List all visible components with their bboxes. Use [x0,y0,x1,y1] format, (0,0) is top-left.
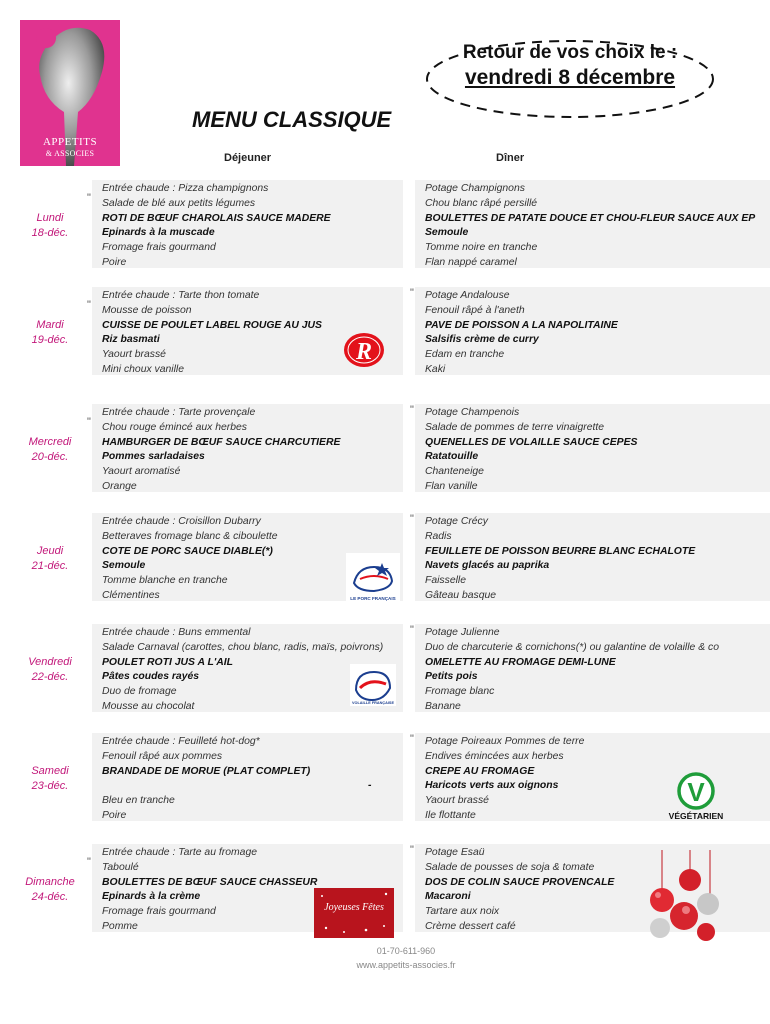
lunch-menu-list [102,846,317,935]
day-date: 24-déc. [31,891,69,903]
menu-item: Chou rouge émincé aux herbes [102,421,247,433]
lunch-panel [92,404,403,492]
side-dish: Semoule [425,227,469,239]
menu-item: Bleu en tranche [102,795,175,807]
day-label [0,211,100,241]
le-porc-francais-text: LE PORC FRANÇAIS [350,596,396,601]
main-dish: BOULETTES DE BŒUF SAUCE CHASSEUR [102,876,318,888]
dinner-panel [415,180,770,268]
return-date-text: vendredi 8 décembre [464,66,676,89]
menu-item: Potage Champenois [425,407,520,418]
day-date: 21-déc. [31,560,69,572]
tick-mark: " [87,299,91,311]
lunch-menu-list [102,735,371,824]
day-name: Samedi [31,765,69,777]
day-date: 19-déc. [31,334,69,346]
menu-item: Entrée chaude : Tarte au fromage [102,847,257,858]
tick-mark: " [410,733,414,745]
menu-item: Entrée chaude : Feuilleté hot-dog* [102,736,260,747]
side-dish: Macaroni [425,891,471,903]
menu-item: Kaki [425,363,446,375]
tick-mark: " [410,404,414,416]
main-dish: FEUILLETE DE POISSON BEURRE BLANC ECHALOTE [425,545,696,557]
side-dish: Navets glacés au paprika [425,560,550,572]
dinner-menu-list [425,846,614,932]
logo-text-secondary: & ASSOCIES [45,149,95,158]
dinner-panel [415,733,770,821]
dinner-panel [415,404,770,492]
main-dish: QUENELLES DE VOLAILLE SAUCE CEPES [425,436,638,448]
vegetarian-badge-icon [667,771,725,821]
lunch-panel [92,733,403,821]
day-label [0,764,100,794]
menu-item: Potage Crécy [425,516,488,527]
menu-item: Entrée chaude : Tarte provençale [102,407,256,418]
lunch-menu-list [102,515,278,604]
menu-item: Edam en tranche [425,349,505,361]
menu-item: Fenouil râpé aux pommes [102,750,223,762]
side-dish: Epinards à la muscade [102,227,215,239]
menu-item: Tartare aux noix [425,906,500,918]
menu-item: Taboulé [102,861,139,873]
menu-item: Fromage frais gourmand [102,906,216,918]
menu-item: Chou blanc râpé persillé [425,197,538,209]
menu-item: Orange [102,480,137,492]
side-dish: Semoule [102,560,146,572]
day-block-thursday [0,513,770,613]
day-date: 23-déc. [31,780,69,792]
day-date: 20-déc. [31,451,69,463]
menu-item: Tomme noire en tranche [425,242,538,254]
volaille-francaise-badge-icon [350,664,396,706]
menu-item: Salade de pousses de soja & tomate [425,861,595,873]
footer-website[interactable]: www.appetits-associes.fr [356,960,456,970]
menu-item: Yaourt aromatisé [102,466,181,478]
main-dish: HAMBURGER DE BŒUF SAUCE CHARCUTIERE [102,436,341,448]
day-label [0,544,100,574]
day-date: 18-déc. [31,227,69,239]
tick-mark: " [87,192,91,204]
day-name: Vendredi [28,656,72,668]
dinner-menu-list [425,626,719,712]
main-dish: CREPE AU FROMAGE [425,765,535,777]
menu-item: Chanteneige [425,466,484,478]
main-dish: DOS DE COLIN SAUCE PROVENCALE [425,876,615,888]
menu-item: Mousse de poisson [102,304,192,316]
le-porc-francais-badge-icon [346,553,400,603]
menu-item: Potage Esaü [425,847,485,858]
tick-mark: " [87,856,91,868]
lunch-menu-list [102,406,340,495]
side-dish: Pommes sarladaises [102,451,205,463]
dinner-panel [415,513,770,601]
menu-item: Fenouil râpé à l'aneth [425,304,525,316]
menu-item: Ile flottante [425,809,476,821]
return-date-label: Retour de vos choix le : [462,42,678,63]
menu-item: Yaourt brassé [425,795,489,807]
main-dish: ROTI DE BŒUF CHAROLAIS SAUCE MADERE [102,212,331,224]
menu-item: Yaourt brassé [102,349,166,361]
menu-item: Banane [425,700,461,712]
label-rouge-letter: R [355,339,373,365]
tick-mark: " [87,416,91,428]
menu-item: Mini choux vanille [102,363,185,375]
day-label [0,435,100,465]
menu-item: Potage Julienne [425,627,500,638]
day-label [0,318,100,348]
menu-item: Potage Champignons [425,183,525,194]
menu-item: Duo de fromage [102,686,177,698]
lunch-menu-list [102,626,383,715]
menu-item: Endives émincées aux herbes [425,750,564,762]
day-name: Lundi [36,212,64,224]
day-block-tuesday [0,287,770,387]
lunch-panel [92,180,403,268]
menu-item: Faisselle [425,575,466,587]
menu-item: Poire [102,256,127,268]
menu-item: Flan vanille [425,480,478,492]
dinner-menu-list [425,406,637,492]
tick-mark: " [410,287,414,299]
volaille-francaise-text: VOLAILLE FRANÇAISE [352,701,394,705]
day-block-monday [0,180,770,280]
menu-item: Gâteau basque [425,589,497,601]
vegetarian-letter: V [687,777,705,807]
menu-item: Entrée chaude : Buns emmental [102,627,251,638]
logo-text-primary: APPETITS [42,136,98,148]
lunch-panel [92,844,403,932]
main-dish: POULET ROTI JUS A L'AIL [102,656,234,668]
column-header-dinner: Dîner [496,152,525,164]
tick-mark: " [410,844,414,856]
dinner-menu-list [425,515,695,601]
lunch-panel [92,287,403,375]
christmas-greeting-card-icon [314,888,394,938]
column-header-lunch: Déjeuner [224,152,272,164]
christmas-baubles-icon [640,850,726,946]
label-rouge-badge-icon [342,331,386,369]
day-block-saturday [0,733,770,833]
day-block-friday [0,624,770,724]
menu-item: Radis [425,530,452,542]
dinner-panel [415,287,770,375]
dinner-menu-list [425,182,755,268]
menu-item: Salade Carnaval (carottes, chou blanc, radis, maïs, poivrons) [102,641,384,653]
menu-item: Fromage blanc [425,686,495,698]
menu-item: Clémentines [102,589,160,601]
tick-mark: " [410,624,414,636]
dinner-panel [415,624,770,712]
menu-item: Potage Andalouse [425,290,510,301]
main-dish: OMELETTE AU FROMAGE DEMI-LUNE [425,656,616,668]
side-dish: Petits pois [425,671,478,683]
day-block-wednesday [0,404,770,504]
footer-phone: 01-70-611-960 [376,946,436,956]
menu-item: Entrée chaude : Tarte thon tomate [102,290,260,301]
lunch-panel [92,513,403,601]
company-logo [20,20,120,166]
tick-mark: " [410,513,414,525]
menu-item: Entrée chaude : Croisillon Dubarry [102,516,261,527]
day-name: Dimanche [25,876,75,888]
day-name: Mercredi [28,436,72,448]
dinner-menu-list [425,289,618,375]
lunch-panel [92,624,403,712]
side-dish: Ratatouille [425,451,479,463]
menu-item: Betteraves fromage blanc & ciboulette [102,530,278,542]
lunch-menu-list [102,289,322,378]
side-dish: Epinards à la crème [102,891,201,903]
main-dish: COTE DE PORC SAUCE DIABLE(*) [102,545,273,557]
menu-item: Pomme [102,920,138,932]
menu-item: Flan nappé caramel [425,256,517,268]
side-dish: Salsifis crème de curry [425,334,539,346]
menu-item: Entrée chaude : Pizza champignons [102,183,269,194]
menu-item: Duo de charcuterie & cornichons(*) ou galantine de volaille & co [425,641,719,653]
christmas-greeting-text: Joyeuses Fêtes [324,902,384,913]
day-label [0,655,100,685]
main-dish: BOULETTES DE PATATE DOUCE ET CHOU-FLEUR SAUCE AUX EP [425,212,756,224]
main-dish: BRANDADE DE MORUE (PLAT COMPLET) [102,765,311,777]
day-label [0,875,100,905]
side-dish: - [368,780,372,792]
menu-title: MENU CLASSIQUE [192,107,392,132]
vegetarian-label: VÉGÉTARIEN [668,811,724,821]
menu-item: Poire [102,809,127,821]
day-date: 22-déc. [31,671,69,683]
dinner-menu-list [425,735,584,821]
side-dish: Haricots verts aux oignons [425,780,559,792]
menu-item: Fromage frais gourmand [102,242,216,254]
menu-item: Mousse au chocolat [102,700,195,712]
menu-item: Potage Poireaux Pommes de terre [425,736,585,747]
menu-item: Salade de blé aux petits légumes [102,197,256,209]
return-date-value [424,66,716,90]
side-dish: Pâtes coudes rayés [102,671,200,683]
main-dish: PAVE DE POISSON A LA NAPOLITAINE [425,319,618,331]
menu-item: Crème dessert café [425,920,516,932]
side-dish: Riz basmati [102,334,160,346]
lunch-menu-list [102,182,331,271]
menu-item: Salade de pommes de terre vinaigrette [425,421,605,433]
day-name: Jeudi [36,545,64,557]
main-dish: CUISSE DE POULET LABEL ROUGE AU JUS [102,319,322,331]
day-name: Mardi [36,319,64,331]
menu-item: Tomme blanche en tranche [102,575,228,587]
